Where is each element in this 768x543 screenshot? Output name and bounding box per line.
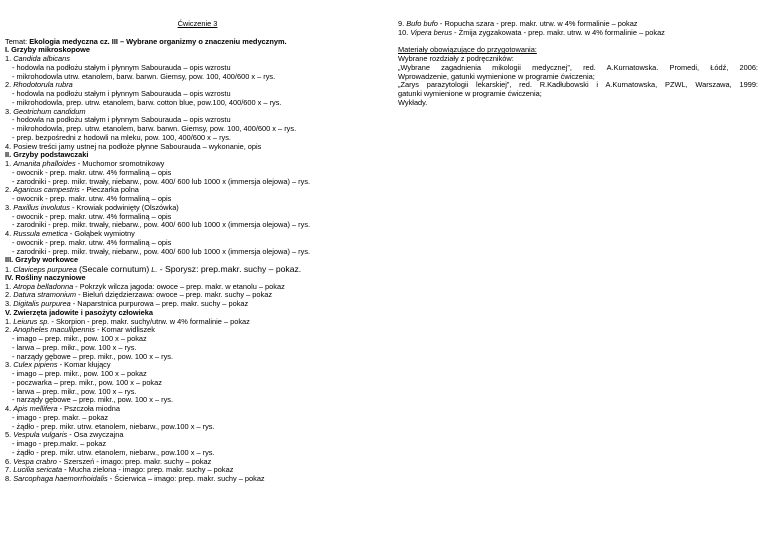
materials-line: „Wybrane zagadnienia mikologii medycznej”, red. A.Kurnatowska. Promedi, Łódź, 2006: <box>398 63 758 72</box>
page-title: Ćwiczenie 3 <box>177 19 218 28</box>
list-subitem: - owocnik - prep. makr. utrw. 4% formaliną – opis <box>12 211 172 221</box>
list-subitem: - imago - prep. makr. – pokaz <box>12 412 109 422</box>
topic-line: Temat: Ekologia medyczna cz. III – Wybrane organizmy o znaczeniu medycznym. <box>5 36 287 46</box>
list-item: 6. Vespa crabro - Szerszeń - imago: prep. makr. suchy – pokaz <box>5 456 212 466</box>
list-subitem: - hodowla na podłożu stałym i płynnym Sabourauda – opis wzrostu <box>12 89 231 98</box>
list-subitem: - żądło - prep. mikr. utrw. etanolem, niebarw., pow.100 x – rys. <box>12 447 215 457</box>
materials-line: Wybrane rozdziały z podręczników: <box>398 54 514 63</box>
list-subitem: - hodowla na podłożu stałym i płynnym Sabourauda – opis wzrostu <box>12 115 231 125</box>
list-subitem: - larwa – prep. mikr., pow. 100 x – rys. <box>12 342 137 352</box>
materials-line: Wykłady. <box>398 97 428 107</box>
list-subitem: - larwa – prep. mikr., pow. 100 x – rys. <box>12 386 137 396</box>
list-subitem: - owocnik - prep. makr. utrw. 4% formaliną – opis <box>12 194 172 203</box>
list-item: 4. Apis mellifera - Pszczoła miodna <box>5 404 121 413</box>
materials-line: Wprowadzenie, gatunki wymienione w programie ćwiczenia; <box>398 71 595 81</box>
materials-line: gatunki wymienione w programie ćwiczenia; <box>398 89 542 98</box>
list-subitem: - owocnik - prep. makr. utrw. 4% formaliną – opis <box>12 237 172 247</box>
list-subitem: - imago – prep. mikr., pow. 100 x – pokaz <box>12 334 147 343</box>
list-item: 1. Leiurus sp. - Skorpion - prep. makr. suchy/utrw. w 4% formalinie – pokaz <box>5 316 250 326</box>
list-subitem: - imago - prep.makr. – pokaz <box>12 439 107 448</box>
list-item: 1. Amanita phalloides - Muchomor sromotnikowy <box>5 159 165 168</box>
list-subitem: - mikrohodowla, prep. utrw. etanolem, barw. barwn. Giemsy, pow. 100, 400/600 x – rys. <box>12 124 297 133</box>
section-heading: IV. Rośliny naczyniowe <box>5 272 86 282</box>
list-item: 8. Sarcophaga haemorrhoidalis - Ścierwica – imago: prep. makr. suchy – pokaz <box>5 474 265 483</box>
list-subitem: - zarodniki - prep. mikr. trwały, niebarw., pow. 400/ 600 lub 1000 x (immersja olejowa) – rys. <box>12 176 311 186</box>
section-heading: I. Grzyby mikroskopowe <box>5 45 91 55</box>
section-heading: V. Zwierzęta jadowite i pasożyty człowieka <box>5 307 154 317</box>
list-subitem: - owocnik - prep. makr. utrw. 4% formaliną – opis <box>12 167 172 177</box>
list-subitem: - poczwarka – prep. mikr., pow. 100 x – pokaz <box>12 377 162 387</box>
list-subitem: - prep. bezpośredni z hodowli na mleku, pow. 100, 400/600 x – rys. <box>12 132 231 142</box>
list-item: 10. Vipera berus - Żmija zygzakowata - prep. makr. utrw. w 4% formalinie – pokaz <box>398 27 665 37</box>
list-item: 2. Datura stramonium - Bieluń dziędzierzawa: owoce – prep. makr. suchy – pokaz <box>5 290 273 300</box>
list-item: 1. Candida albicans <box>5 54 70 63</box>
list-subitem: - mikrohodowla utrw. etanolem, barw. barwn. Giemsy, pow. 100, 400/600 x – rys. <box>12 71 276 81</box>
list-subitem: - zarodniki - prep. mikr. trwały, niebarw., pow. 400/ 600 lub 1000 x (immersja olejowa) – rys. <box>12 246 311 256</box>
list-subitem: - imago – prep. mikr., pow. 100 x – pokaz <box>12 369 147 378</box>
list-subitem: - zarodniki - prep. mikr. trwały, niebarw., pow. 400/ 600 lub 1000 x (immersja olejowa) – rys. <box>12 220 311 230</box>
list-item: 4. Russula emetica - Gołąbek wymiotny <box>5 229 135 238</box>
list-subitem: - żądło - prep. mikr. utrw. etanolem, niebarw., pow.100 x – rys. <box>12 421 215 431</box>
materials-heading: Materiały obowiązujące do przygotowania: <box>398 45 537 55</box>
list-subitem: - narządy gębowe – prep. mikr., pow. 100 x – rys. <box>12 395 174 405</box>
section-heading: III. Grzyby workowce <box>5 255 79 265</box>
list-item: 7. Lucilia sericata - Mucha zielona - imago: prep. makr. suchy – pokaz <box>5 465 234 475</box>
list-subitem: - hodowla na podłożu stałym i płynnym Sabourauda – opis wzrostu <box>12 62 231 72</box>
list-subitem: - narządy gębowe – prep. mikr., pow. 100 x – rys. <box>12 351 174 361</box>
list-item: 3. Paxillus involutus - Krowiak podwinięty (Olszówka) <box>5 202 179 212</box>
list-item: 4. Posiew treści jamy ustnej na podłoże płynne Sabourauda – wykonanie, opis <box>5 141 262 151</box>
list-item: 2. Anopheles macullipennis - Komar widliszek <box>5 325 155 335</box>
list-item: 9. Bufo bufo - Ropucha szara - prep. makr. utrw. w 4% formalinie – pokaz <box>398 19 638 28</box>
list-item: 3. Culex pipiens - Komar kłujący <box>5 360 111 370</box>
materials-line: „Zarys parazytologii lekarskiej”, red. R.Kadłubowski i A.Kurnatowska, PZWL, Warszawa, 1999: <box>398 81 758 90</box>
right-column <box>398 20 758 108</box>
section-heading: II. Grzyby podstawczaki <box>5 150 89 160</box>
list-item: 3. Digitalis purpurea - Naparstnica purpurowa – prep. makr. suchy – pokaz <box>5 299 249 308</box>
list-item: 2. Rhodotorula rubra <box>5 80 73 90</box>
left-column <box>5 20 390 484</box>
list-item: 2. Agaricus campestris - Pieczarka polna <box>5 185 139 195</box>
list-subitem: - mikrohodowla, prep. utrw. etanolem, barw. cotton blue, pow.100, 400/600 x – rys. <box>12 97 282 107</box>
list-item: 1. Atropa belladonna - Pokrzyk wilcza jagoda: owoce – prep. makr. w etanolu – pokaz <box>5 281 285 291</box>
list-item: 5. Vespula vulgaris - Osa zwyczajna <box>5 430 124 440</box>
list-item: 1. Claviceps purpurea (Secale cornutum) L. - Sporysz: prep.makr. suchy – pokaz. <box>5 264 302 274</box>
list-item: 3. Geotrichum candidum <box>5 106 86 116</box>
